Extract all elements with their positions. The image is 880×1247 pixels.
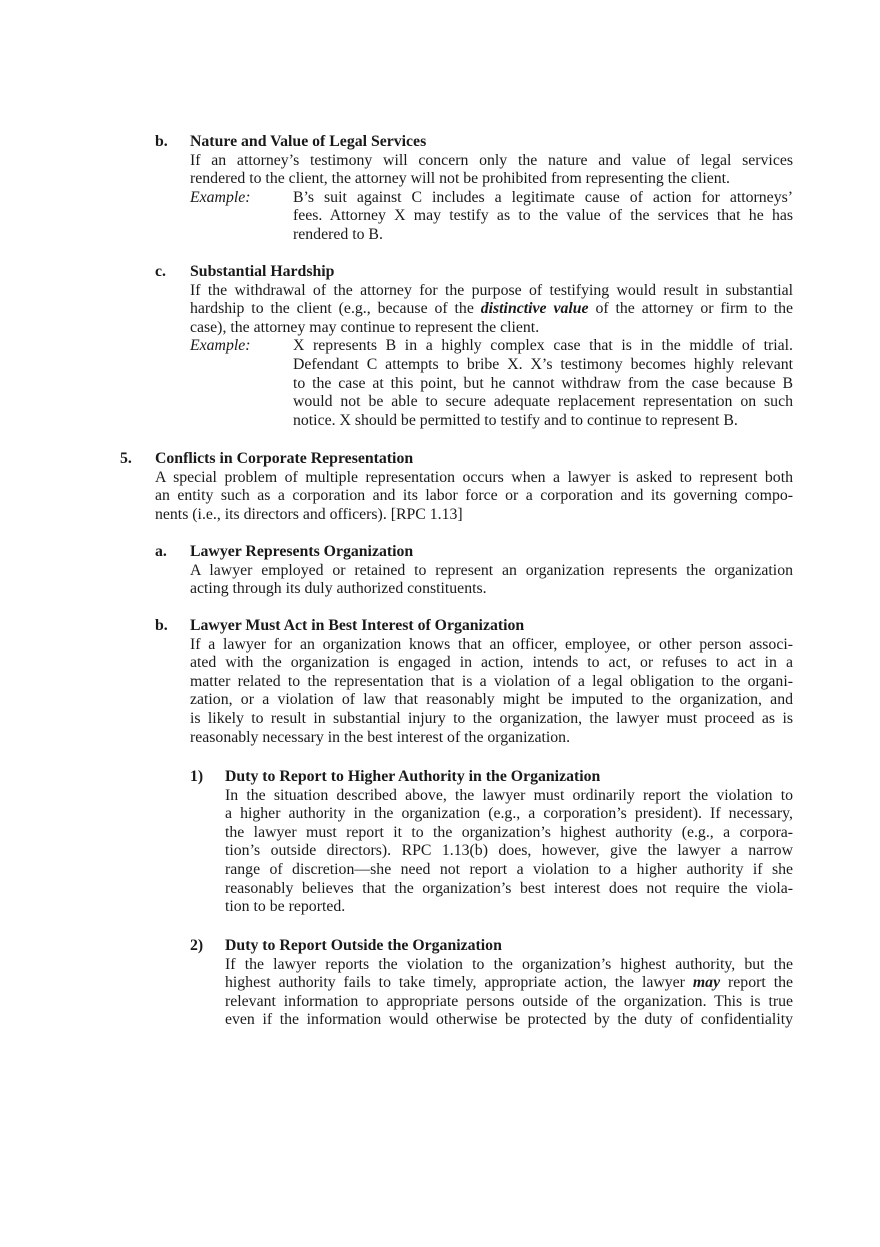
body-line: A special problem of multiple representation occurs when a lawyer is asked to represent both [155, 468, 793, 486]
example-line: to the case at this point, but he cannot withdraw from the case because B [293, 374, 793, 392]
example-line: would not be able to secure adequate replacement representation on such [293, 393, 793, 411]
body-line: tion to be reported. [225, 898, 346, 916]
body-line: acting through its duly authorized constituents. [190, 580, 487, 598]
section-heading: Conflicts in Corporate Representation [155, 450, 414, 467]
body-line: In the situation described above, the lawyer must ordinarily report the violation to [225, 786, 793, 804]
section-heading: Duty to Report to Higher Authority in the Organization [225, 768, 601, 785]
section-heading: Substantial Hardship [190, 263, 335, 280]
section-heading: Nature and Value of Legal Services [190, 133, 427, 150]
example-line: X represents B in a highly complex case that is in the middle of trial. [293, 337, 793, 355]
body-line: If an attorney’s testimony will concern only the nature and value of legal services [190, 151, 793, 169]
body-line: a higher authority in the organization (e.g., a corporation’s president). If necessary, [225, 805, 793, 823]
body-line: nents (i.e., its directors and officers). [RPC 1.13] [155, 505, 463, 523]
body-line: A lawyer employed or retained to represent an organization represents the organization [190, 561, 793, 579]
section-marker: a. [155, 543, 167, 560]
emphasized-text: may [692, 974, 721, 992]
example-line: B’s suit against C includes a legitimate cause of action for attorneys’ [293, 188, 793, 206]
text-segment: report the [720, 974, 793, 992]
body-line: rendered to the client, the attorney will not be prohibited from representing the client. [190, 170, 730, 188]
body-line: is likely to result in substantial injury to the organization, the lawyer must proceed as is [190, 710, 793, 727]
example-line: Defendant C attempts to bribe X. X’s testimony becomes highly relevant [293, 356, 793, 373]
body-line [225, 974, 793, 992]
body-line: If the withdrawal of the attorney for the purpose of testifying would result in substantial [190, 281, 793, 299]
body-line: even if the information would otherwise be protected by the duty of confidentiality [225, 1011, 793, 1029]
example-line: notice. X should be permitted to testify and to continue to represent B. [293, 411, 738, 429]
emphasized-text: distinctive value [480, 300, 589, 318]
example-line: rendered to B. [293, 226, 383, 243]
body-line: If a lawyer for an organization knows that an officer, employee, or other person associ- [190, 635, 793, 653]
body-line: zation, or a violation of law that reasonably might be imputed to the organization, and [190, 691, 793, 709]
body-line [190, 300, 793, 318]
body-line: an entity such as a corporation and its labor force or a corporation and its governing compo- [155, 487, 793, 505]
section-marker: 5. [120, 450, 132, 467]
text-segment: of the attorney or firm to the [588, 300, 793, 318]
example-line: fees. Attorney X may testify as to the value of the services that he has [293, 207, 793, 225]
section-heading: Lawyer Must Act in Best Interest of Organization [190, 617, 525, 634]
body-line: ated with the organization is engaged in action, intends to act, or refuses to act in a [190, 654, 793, 672]
text-segment: hardship to the client (e.g., because of the [190, 300, 481, 318]
body-line: reasonably believes that the organization’s best interest does not require the viola- [225, 879, 793, 897]
section-marker: 2) [190, 937, 204, 954]
body-line: range of discretion—she need not report a violation to a higher authority if she [225, 861, 793, 878]
body-line: matter related to the representation that is a violation of a legal obligation to the organi- [190, 672, 793, 690]
section-marker: b. [155, 133, 168, 150]
body-line: case), the attorney may continue to represent the client. [190, 318, 540, 336]
body-line: tion’s outside directors). RPC 1.13(b) does, however, give the lawyer a narrow [225, 842, 793, 860]
body-line: reasonably necessary in the best interest of the organization. [190, 728, 571, 746]
section-marker: 1) [190, 768, 204, 785]
section-heading: Duty to Report Outside the Organization [225, 937, 502, 954]
example-label: Example: [190, 337, 251, 355]
section-marker: c. [155, 263, 166, 280]
section-marker: b. [155, 617, 168, 634]
text-segment: highest authority fails to take timely, appropriate action, the lawyer [225, 974, 693, 992]
example-label: Example: [190, 188, 251, 206]
body-line: relevant information to appropriate persons outside of the organization. This is true [225, 992, 793, 1010]
body-line: the lawyer must report it to the organization’s highest authority (e.g., a corpora- [225, 823, 793, 841]
section-heading: Lawyer Represents Organization [190, 543, 414, 560]
body-line: If the lawyer reports the violation to the organization’s highest authority, but the [225, 955, 793, 973]
